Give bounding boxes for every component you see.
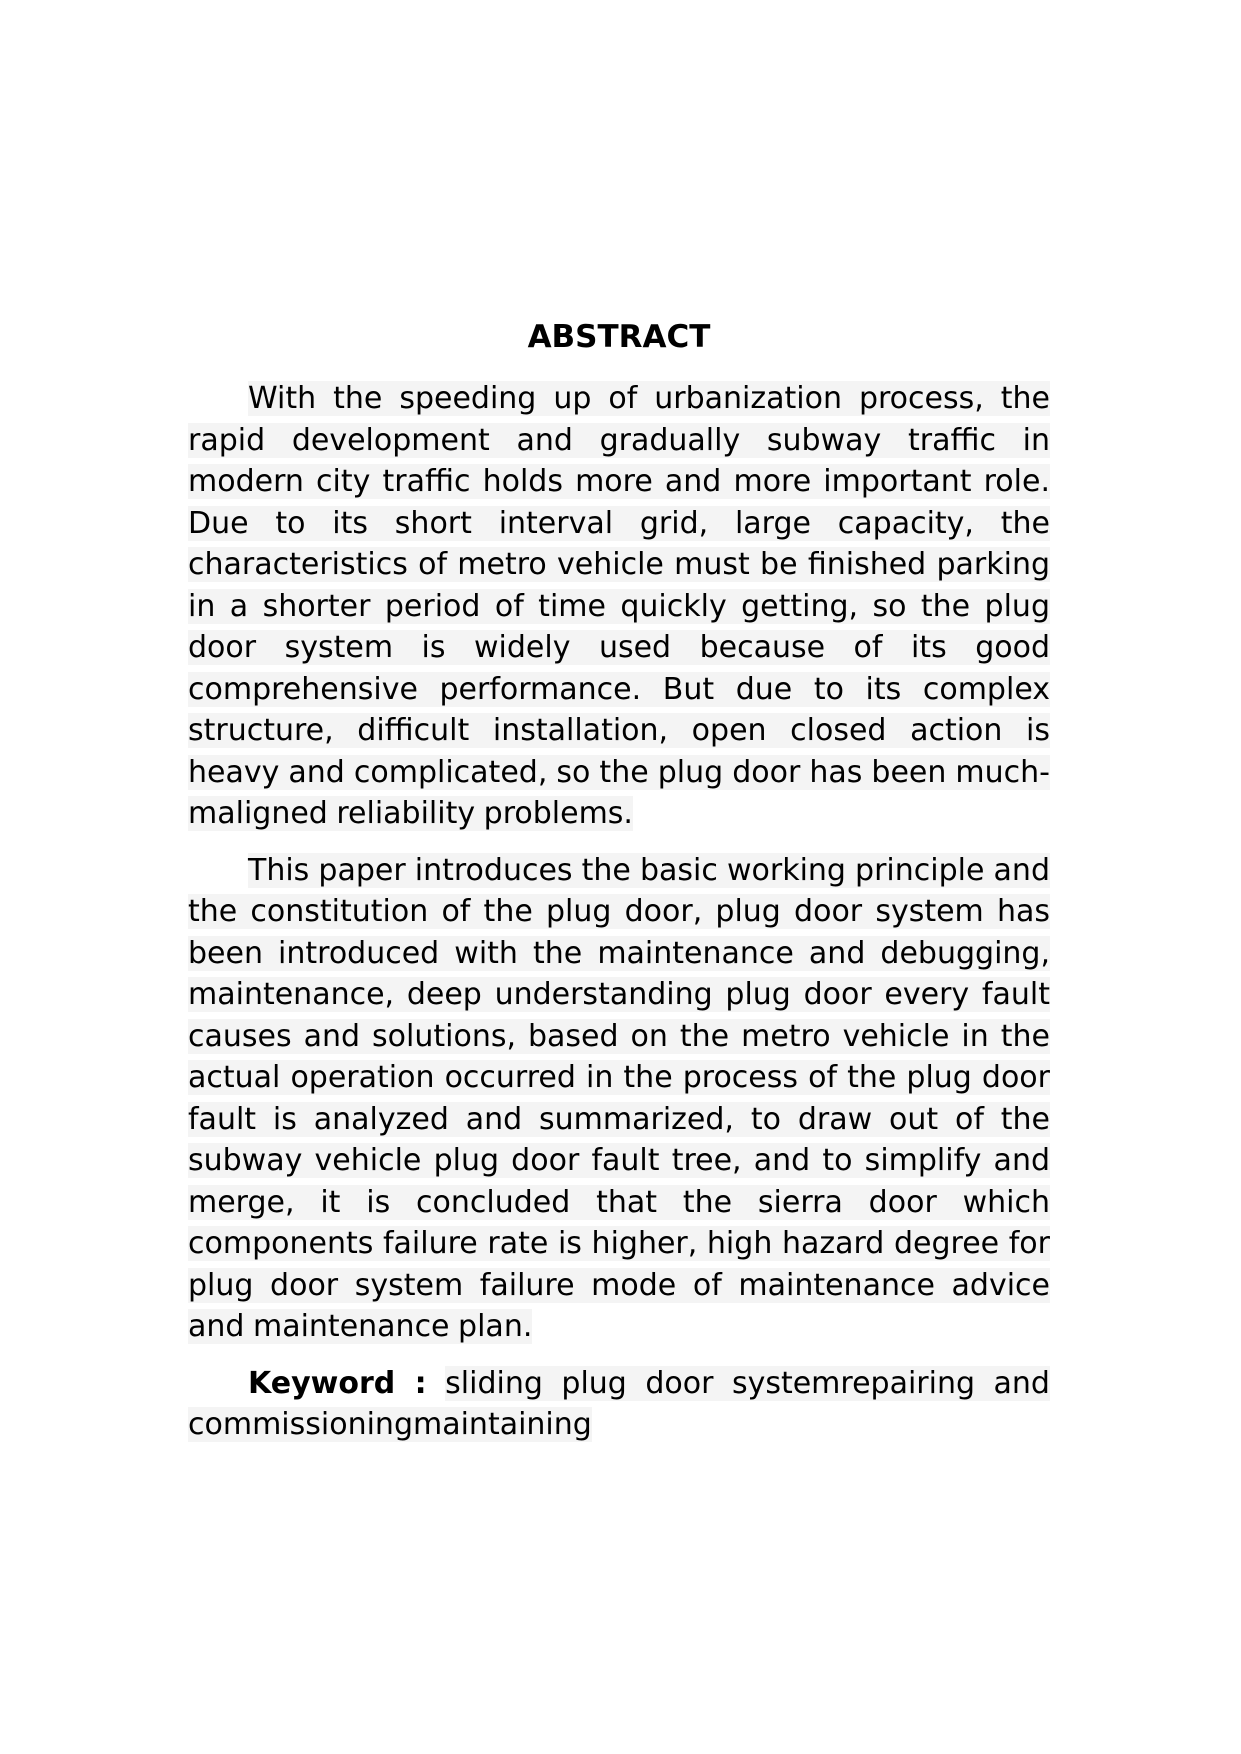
keywords-line [188,1363,1050,1446]
keywords-label: Keyword : [248,1365,427,1401]
abstract-paragraph-1 [188,378,1050,835]
abstract-title: ABSTRACT [527,319,711,355]
abstract-paragraph-2-text: This paper introduces the basic working principle and the constitution of the plug door, plug door system has been introduced with the maintenance and debugging, maintenance, deep understanding plug door every fault causes and solutions, based on the metro vehicle in the actual operation occurred in the process of the plug door fault is analyzed and summarized, to draw out of the subway vehicle plug door fault tree, and to simplify and merge, it is concluded that the sierra door which components failure rate is higher, high hazard degree for plug door system failure mode of maintenance advice and maintenance plan. [188,852,1050,1344]
keywords-text: sliding plug door systemrepairing and commissioningmaintaining [188,1365,1050,1442]
abstract-paragraph-2 [188,850,1050,1348]
abstract-page [188,310,1050,1461]
abstract-paragraph-1-text: With the speeding up of urbanization process, the rapid development and gradually subway traffic in modern city traffic holds more and more important role. Due to its short interval grid, large capacity, the characteristics of metro vehicle must be finished parking in a shorter period of time quickly getting, so the plug door system is widely used because of its good comprehensive performance. But due to its complex structure, difficult installation, open closed action is heavy and complicated, so the plug door has been much-maligned reliability problems. [188,381,1050,831]
